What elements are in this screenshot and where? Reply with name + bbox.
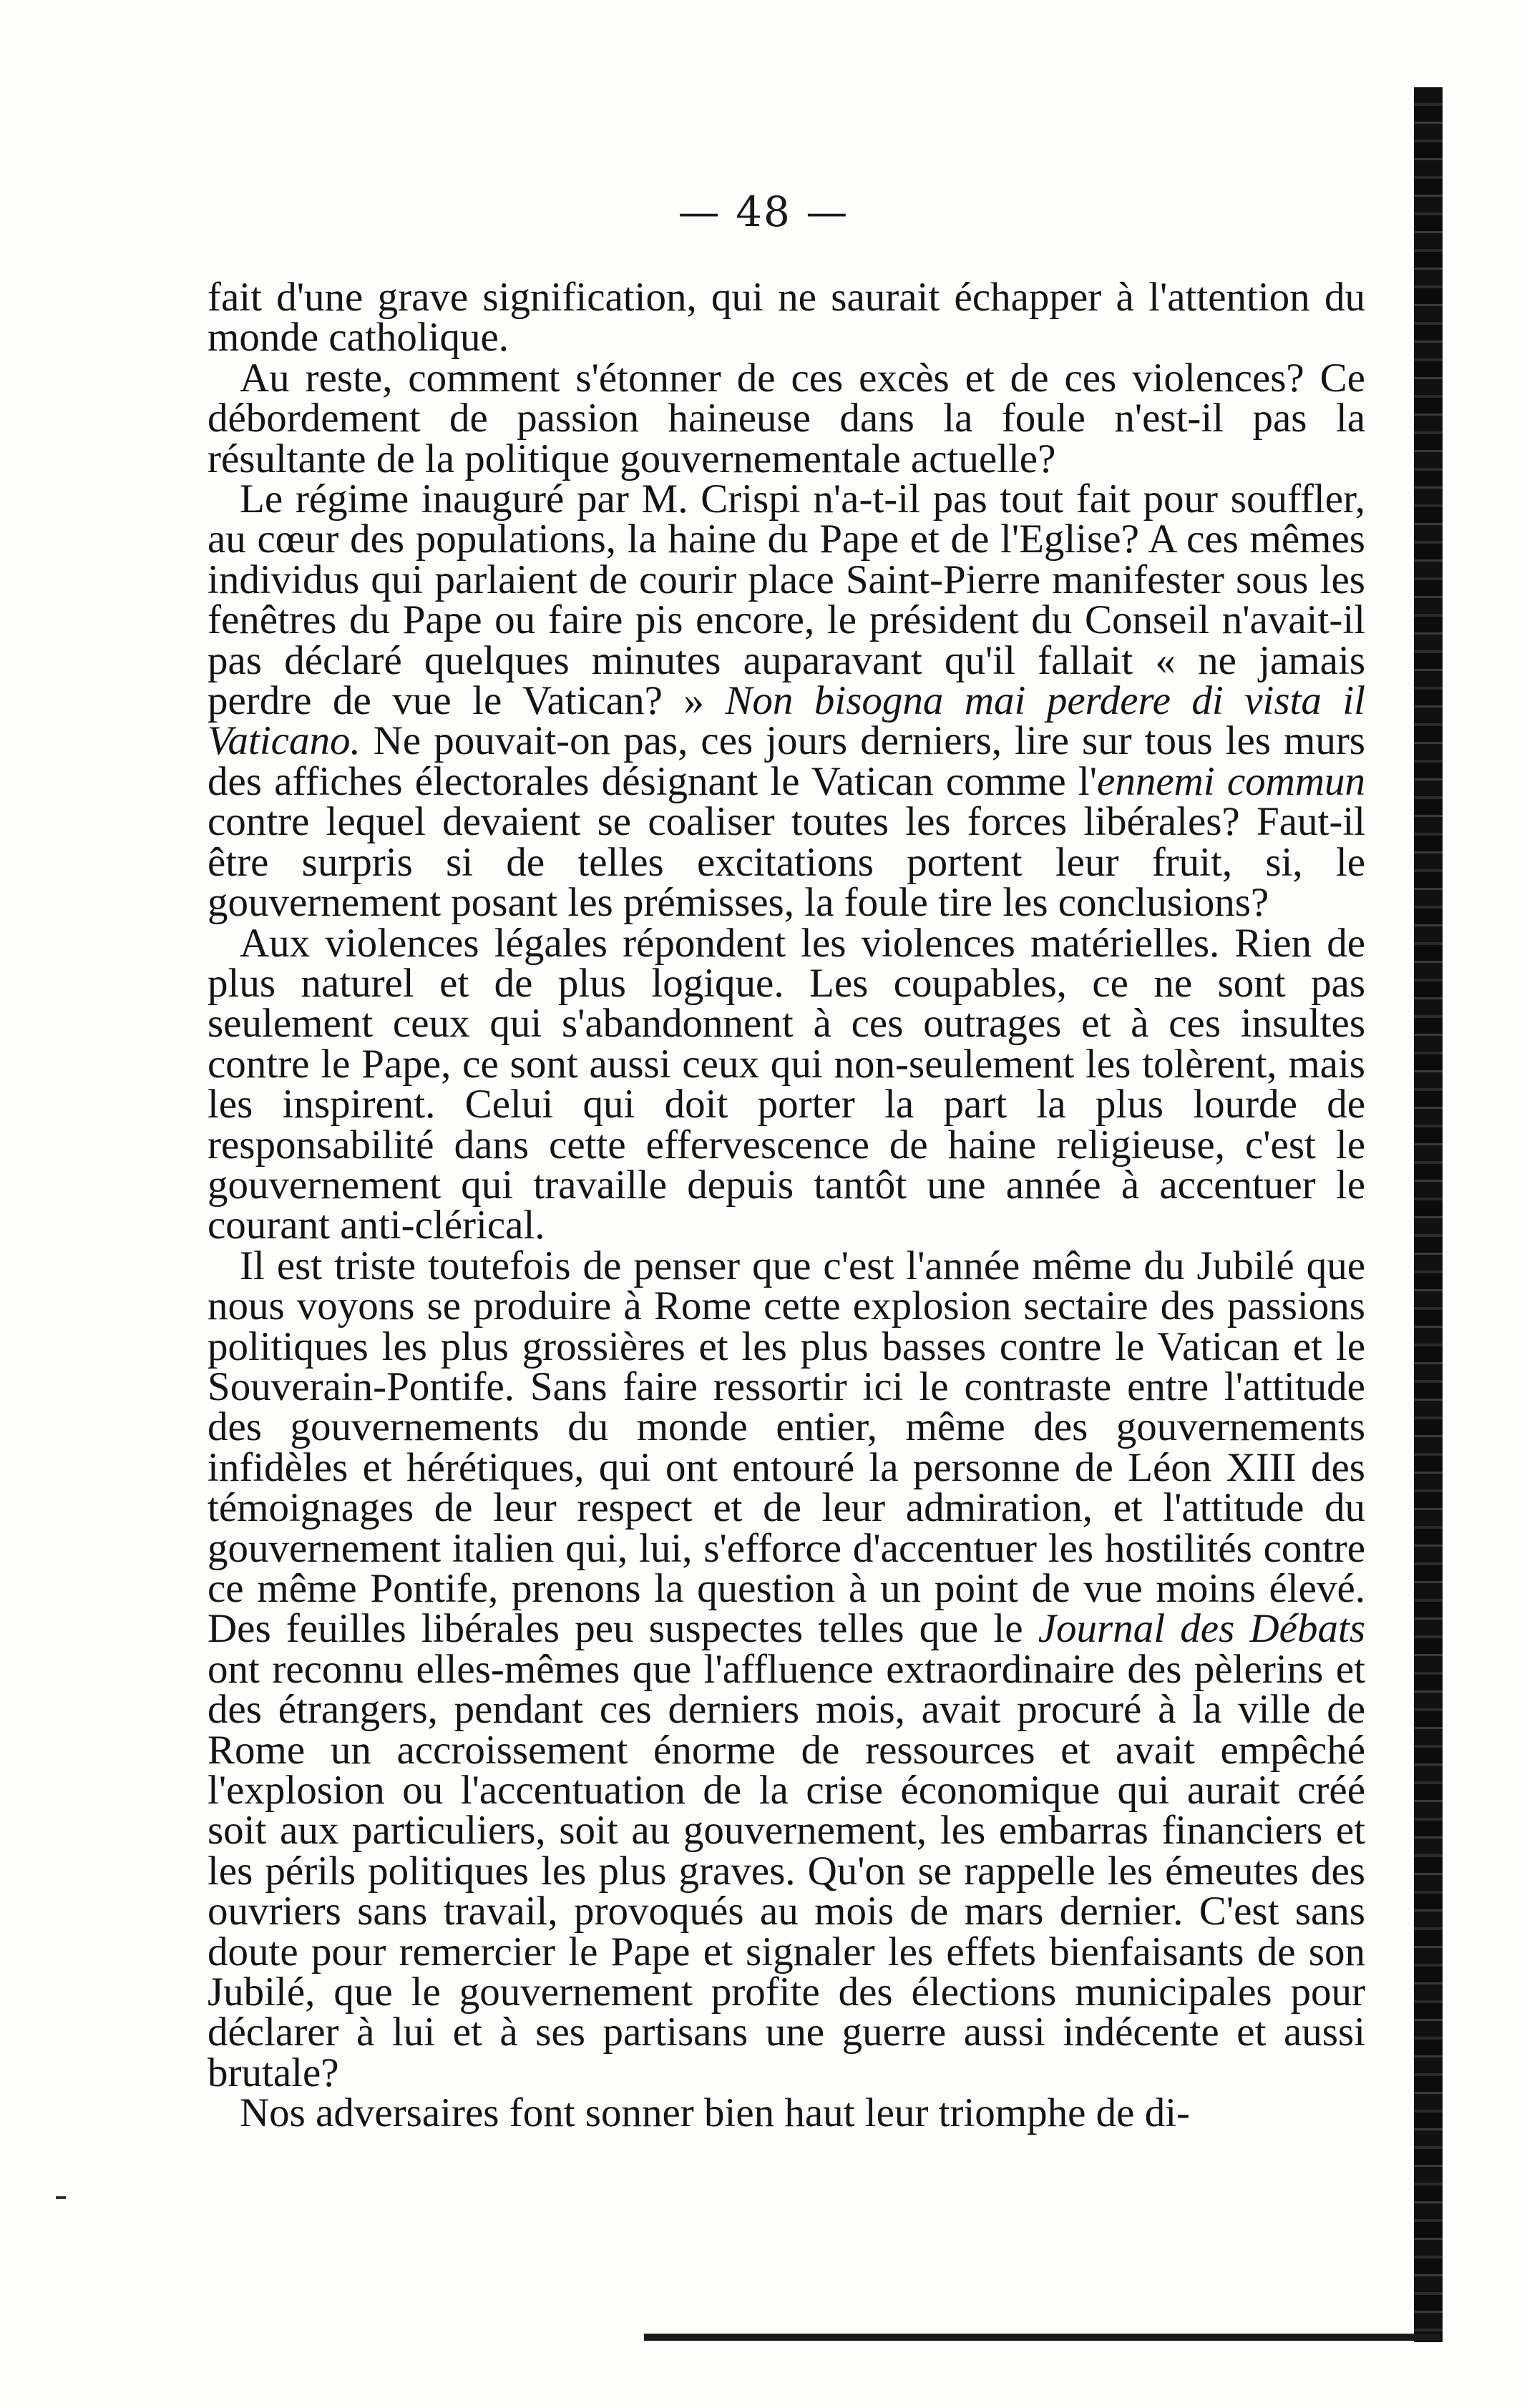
paragraph <box>208 275 1365 361</box>
italic-text: ennemi commun <box>1097 758 1365 804</box>
text-run: contre lequel devaient se coaliser toutes les forces libérales? Faut-il être surpris si de telles excitations portent leur fruit, si, le gouvernement posant les prémisses, la foule tire les conclusions? <box>208 799 1365 926</box>
text-run: Au reste, comment s'étonner de ces excès et de ces violences? Ce débordement de passion haineuse dans la foule n'est-il pas la résultante de la politique gouvernementale actuelle? <box>208 355 1365 481</box>
body-text <box>208 275 1365 2136</box>
text-run: Il est triste toutefois de penser que c'est l'année même du Jubilé que nous voyons se produire à Rome cette explosion sectaire des passions politiques les plus grossières et les plus basses contre le Vatican et le Souverain-Pontife. Sans faire ressortir ici le contraste entre l'attitude des gouvernements du monde entier, même des gouvernements infidèles et hérétiques, qui ont entouré la personne de Léon XIII des témoignages de leur respect et de leur admiration, et l'attitude du gouvernement italien qui, lui, s'efforce d'accentuer les hostilités contre ce même Pontife, prenons la question à un point de vue moins élevé. Des feuilles libérales peu suspectes telles que le <box>208 1243 1365 1652</box>
text-run: Ne pouvait-on pas, ces jours derniers, lire sur tous les murs des affiches électorales désignant le Vatican comme l' <box>208 718 1365 804</box>
paragraph <box>208 920 1365 1248</box>
paragraph <box>208 476 1365 926</box>
italic-text: Non bisogna mai perdere di vista il Vaticano. <box>208 678 1365 764</box>
margin-mark <box>56 2196 66 2199</box>
page-number: — 48 — <box>678 187 849 236</box>
text-run: ont reconnu elles-mêmes que l'affluence extraordinaire des pèlerins et des étrangers, pendant ces derniers mois, avait procuré à la ville de Rome un accroissement énorme de ressources et avait empêché l'explosion ou l'accentuation de la crise économique qui aurait créé soit aux particuliers, soit au gouvernement, les embarras financiers et les périls politiques les plus graves. Qu'on se rappelle les émeutes des ouvriers sans travail, provoqués au mois de mars dernier. C'est sans doute pour remercier le Pape et signaler les effets bienfaisants de son Jubilé, que le gouvernement profite des élections municipales pour déclarer à lui et à ses partisans une guerre aussi indécente et aussi brutale? <box>208 1646 1365 2095</box>
bottom-edge-rule <box>644 2334 1440 2341</box>
text-run: fait d'une grave signification, qui ne saurait échapper à l'attention du monde catholique. <box>208 275 1365 361</box>
text-run: Nos adversaires font sonner bien haut leur triomphe de di- <box>240 2090 1191 2136</box>
paragraph <box>208 1243 1365 2095</box>
page-edge-shadow <box>1414 87 1443 2342</box>
text-run: Aux violences légales répondent les violences matérielles. Rien de plus naturel et de plus logique. Les coupables, ce ne sont pas seulement ceux qui s'abandonnent à ces outrages et à ces insultes contre le Pape, ce sont aussi ceux qui non-seulement les tolèrent, mais les inspirent. Celui qui doit porter la part la plus lourde de responsabilité dans cette effervescence de haine religieuse, c'est le gouvernement qui travaille depuis tantôt une année à accentuer le courant anti-clérical. <box>208 920 1365 1248</box>
italic-text: Journal des Débats <box>1038 1606 1365 1652</box>
text-run: Le régime inauguré par M. Crispi n'a-t-il pas tout fait pour souffler, au cœur des populations, la haine du Pape et de l'Eglise? A ces mêmes individus qui parlaient de courir place Saint-Pierre manifester sous les fenêtres du Pape ou faire pis encore, le président du Conseil n'avait-il pas déclaré quelques minutes auparavant qu'il fallait « ne jamais perdre de vue le Vatican? » <box>208 476 1365 724</box>
paragraph <box>208 2090 1365 2136</box>
paragraph <box>208 355 1365 481</box>
